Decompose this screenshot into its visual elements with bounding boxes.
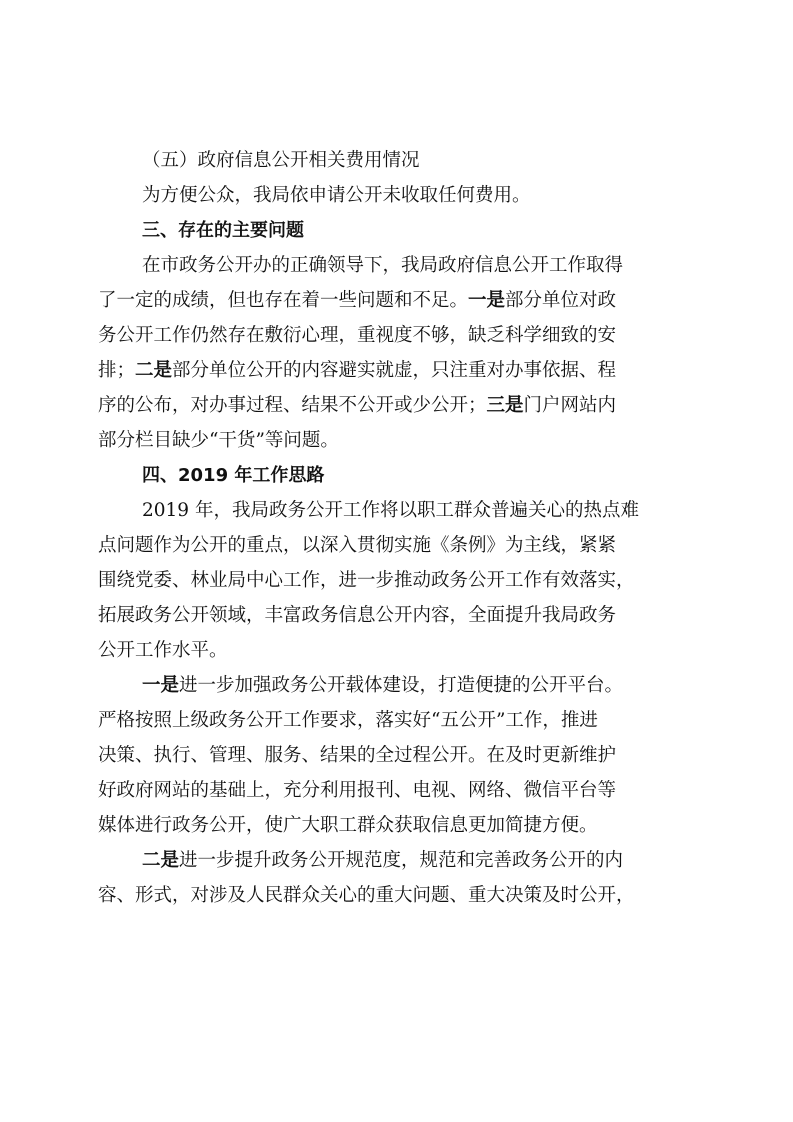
document-body bbox=[98, 143, 698, 913]
section-5-heading: （五）政府信息公开相关费用情况 bbox=[142, 150, 420, 171]
paragraph-line bbox=[98, 843, 698, 878]
paragraph-line: 务公开工作仍然存在敷衍心理，重视度不够，缺乏科学细致的安 bbox=[98, 325, 617, 346]
paragraph-line: 拓展政务公开领域，丰富政务信息公开内容，全面提升我局政务 bbox=[98, 605, 617, 626]
section-4-heading: 四、2019 年工作思路 bbox=[142, 465, 325, 486]
text-span: 部分单位公开的内容避实就虚，只注重对办事依据、程 bbox=[172, 360, 617, 381]
text-span: 了一定的成绩，但也存在着一些问题和不足。 bbox=[98, 290, 469, 311]
paragraph-line: 围绕党委、林业局中心工作，进一步推动政务公开工作有效落实， bbox=[98, 570, 635, 591]
lead-marker: 一是 bbox=[468, 290, 506, 311]
paragraph-line: 部分栏目缺少“干货”等问题。 bbox=[98, 430, 339, 451]
text-span: 门户网站内 bbox=[523, 395, 617, 416]
text-span: 序的公布，对办事过程、结果不公开或少公开； bbox=[98, 395, 487, 416]
paragraph-line: 点问题作为公开的重点，以深入贯彻实施《条例》为主线，紧紧 bbox=[98, 535, 617, 556]
paragraph-line: 严格按照上级政务公开工作要求，落实好“五公开”工作，推进 bbox=[98, 710, 598, 731]
paragraph-line: 公开工作水平。 bbox=[98, 640, 228, 661]
paragraph-line bbox=[98, 283, 698, 318]
text-span: 部分单位对政 bbox=[505, 290, 617, 311]
paragraph-line: 决策、执行、管理、服务、结果的全过程公开。在及时更新维护 bbox=[98, 745, 617, 766]
paragraph-line: 媒体进行政务公开，使广大职工群众获取信息更加简捷方便。 bbox=[98, 815, 598, 836]
text-span: 进一步提升政务公开规范度，规范和完善政务公开的内 bbox=[179, 850, 624, 871]
section-3-heading: 三、存在的主要问题 bbox=[142, 220, 304, 241]
lead-marker: 三是 bbox=[486, 395, 524, 416]
paragraph-line bbox=[98, 388, 698, 423]
lead-marker: 二是 bbox=[135, 360, 173, 381]
text-span: 排； bbox=[98, 360, 136, 381]
text-span: 进一步加强政务公开载体建设，打造便捷的公开平台。 bbox=[179, 675, 624, 696]
lead-marker: 二是 bbox=[142, 850, 180, 871]
section-5-body: 为方便公众，我局依申请公开未收取任何费用。 bbox=[142, 185, 531, 206]
lead-marker: 一是 bbox=[142, 675, 180, 696]
paragraph-line bbox=[98, 353, 698, 388]
paragraph-line: 好政府网站的基础上，充分利用报刊、电视、网络、微信平台等 bbox=[98, 780, 617, 801]
paragraph-line: 容、形式，对涉及人民群众关心的重大问题、重大决策及时公开， bbox=[98, 885, 635, 906]
paragraph-line: 在市政务公开办的正确领导下，我局政府信息公开工作取得 bbox=[142, 255, 624, 276]
paragraph-line bbox=[98, 668, 698, 703]
paragraph-line: 2019 年，我局政务公开工作将以职工群众普遍关心的热点难 bbox=[142, 500, 639, 521]
